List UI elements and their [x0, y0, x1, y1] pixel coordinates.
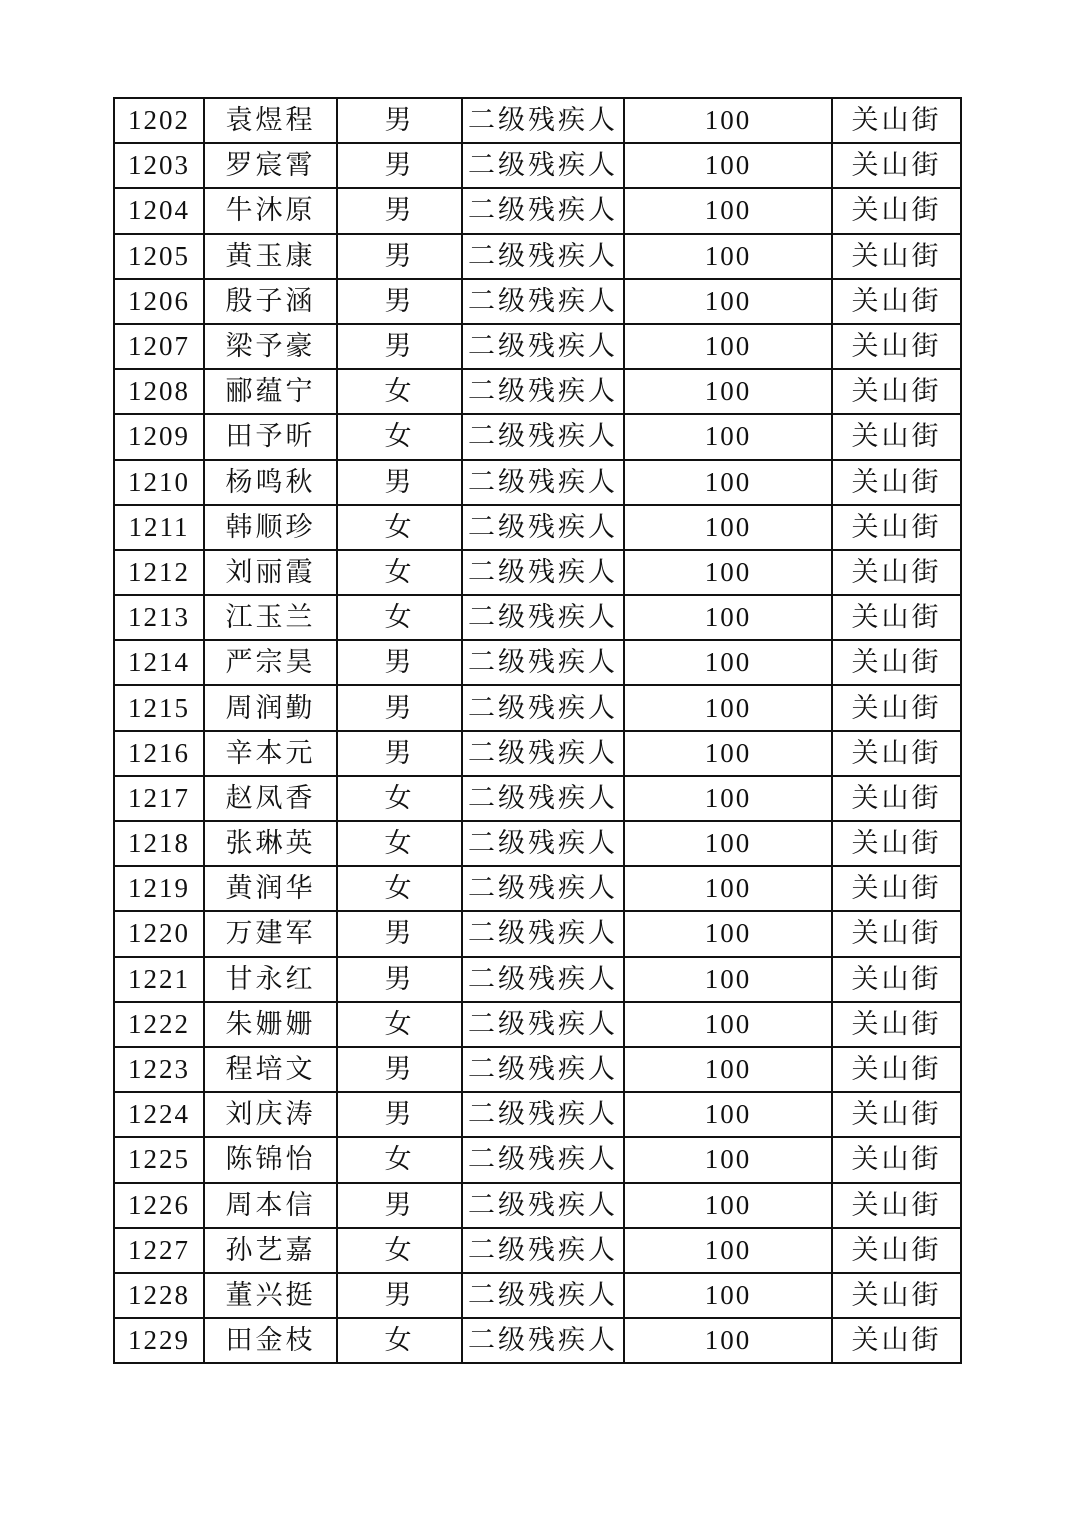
gender-cell: 女	[337, 369, 462, 414]
table-row	[114, 1183, 961, 1228]
amount-cell: 100	[624, 1183, 832, 1228]
table-row	[114, 776, 961, 821]
disability-category-cell: 二级残疾人	[462, 685, 624, 730]
gender-cell: 男	[337, 1183, 462, 1228]
street-cell: 关山街	[832, 685, 961, 730]
disability-category-cell: 二级残疾人	[462, 98, 624, 143]
amount-cell: 100	[624, 911, 832, 956]
street-cell: 关山街	[832, 505, 961, 550]
amount-cell: 100	[624, 1002, 832, 1047]
street-cell: 关山街	[832, 1228, 961, 1273]
serial-number-cell: 1204	[114, 188, 204, 233]
disability-category-cell: 二级残疾人	[462, 911, 624, 956]
name-cell: 陈锦怡	[204, 1137, 337, 1182]
name-cell: 朱姗姗	[204, 1002, 337, 1047]
gender-cell: 男	[337, 98, 462, 143]
disability-category-cell: 二级残疾人	[462, 234, 624, 279]
disability-category-cell: 二级残疾人	[462, 1092, 624, 1137]
amount-cell: 100	[624, 640, 832, 685]
table-row	[114, 279, 961, 324]
amount-cell: 100	[624, 1092, 832, 1137]
disability-category-cell: 二级残疾人	[462, 460, 624, 505]
disability-category-cell: 二级残疾人	[462, 279, 624, 324]
name-cell: 辛本元	[204, 731, 337, 776]
amount-cell: 100	[624, 776, 832, 821]
gender-cell: 男	[337, 279, 462, 324]
table-row	[114, 731, 961, 776]
table-row	[114, 866, 961, 911]
gender-cell: 女	[337, 866, 462, 911]
street-cell: 关山街	[832, 550, 961, 595]
gender-cell: 男	[337, 1273, 462, 1318]
disability-category-cell: 二级残疾人	[462, 414, 624, 459]
table-row	[114, 143, 961, 188]
name-cell: 万建军	[204, 911, 337, 956]
name-cell: 田予昕	[204, 414, 337, 459]
name-cell: 张琳英	[204, 821, 337, 866]
amount-cell: 100	[624, 505, 832, 550]
amount-cell: 100	[624, 1228, 832, 1273]
name-cell: 杨鸣秋	[204, 460, 337, 505]
gender-cell: 男	[337, 460, 462, 505]
amount-cell: 100	[624, 188, 832, 233]
disability-category-cell: 二级残疾人	[462, 776, 624, 821]
table-row	[114, 505, 961, 550]
table-body	[114, 98, 961, 1363]
table-row	[114, 550, 961, 595]
gender-cell: 男	[337, 1047, 462, 1092]
gender-cell: 女	[337, 776, 462, 821]
gender-cell: 女	[337, 550, 462, 595]
name-cell: 程培文	[204, 1047, 337, 1092]
serial-number-cell: 1215	[114, 685, 204, 730]
subsidy-list-table	[113, 97, 962, 1364]
serial-number-cell: 1222	[114, 1002, 204, 1047]
serial-number-cell: 1209	[114, 414, 204, 459]
amount-cell: 100	[624, 685, 832, 730]
gender-cell: 男	[337, 324, 462, 369]
table-row	[114, 595, 961, 640]
street-cell: 关山街	[832, 595, 961, 640]
street-cell: 关山街	[832, 369, 961, 414]
street-cell: 关山街	[832, 1047, 961, 1092]
amount-cell: 100	[624, 866, 832, 911]
street-cell: 关山街	[832, 1273, 961, 1318]
disability-category-cell: 二级残疾人	[462, 1228, 624, 1273]
disability-category-cell: 二级残疾人	[462, 957, 624, 1002]
name-cell: 梁予豪	[204, 324, 337, 369]
name-cell: 赵凤香	[204, 776, 337, 821]
amount-cell: 100	[624, 143, 832, 188]
gender-cell: 女	[337, 595, 462, 640]
serial-number-cell: 1207	[114, 324, 204, 369]
street-cell: 关山街	[832, 414, 961, 459]
name-cell: 刘庆涛	[204, 1092, 337, 1137]
serial-number-cell: 1229	[114, 1318, 204, 1363]
table-row	[114, 1047, 961, 1092]
table-row	[114, 324, 961, 369]
table-row	[114, 1228, 961, 1273]
amount-cell: 100	[624, 1137, 832, 1182]
gender-cell: 男	[337, 234, 462, 279]
street-cell: 关山街	[832, 1002, 961, 1047]
amount-cell: 100	[624, 821, 832, 866]
amount-cell: 100	[624, 98, 832, 143]
gender-cell: 男	[337, 731, 462, 776]
amount-cell: 100	[624, 460, 832, 505]
table-row	[114, 1092, 961, 1137]
serial-number-cell: 1226	[114, 1183, 204, 1228]
serial-number-cell: 1225	[114, 1137, 204, 1182]
street-cell: 关山街	[832, 1092, 961, 1137]
table-row	[114, 640, 961, 685]
disability-category-cell: 二级残疾人	[462, 821, 624, 866]
amount-cell: 100	[624, 595, 832, 640]
street-cell: 关山街	[832, 279, 961, 324]
disability-category-cell: 二级残疾人	[462, 369, 624, 414]
name-cell: 孙艺嘉	[204, 1228, 337, 1273]
street-cell: 关山街	[832, 957, 961, 1002]
amount-cell: 100	[624, 369, 832, 414]
table-row	[114, 957, 961, 1002]
amount-cell: 100	[624, 279, 832, 324]
street-cell: 关山街	[832, 776, 961, 821]
disability-category-cell: 二级残疾人	[462, 188, 624, 233]
name-cell: 韩顺珍	[204, 505, 337, 550]
serial-number-cell: 1214	[114, 640, 204, 685]
disability-category-cell: 二级残疾人	[462, 640, 624, 685]
disability-category-cell: 二级残疾人	[462, 1273, 624, 1318]
serial-number-cell: 1206	[114, 279, 204, 324]
serial-number-cell: 1219	[114, 866, 204, 911]
gender-cell: 男	[337, 1092, 462, 1137]
disability-category-cell: 二级残疾人	[462, 143, 624, 188]
serial-number-cell: 1224	[114, 1092, 204, 1137]
amount-cell: 100	[624, 957, 832, 1002]
serial-number-cell: 1218	[114, 821, 204, 866]
table-row	[114, 911, 961, 956]
table-row	[114, 460, 961, 505]
gender-cell: 男	[337, 957, 462, 1002]
disability-category-cell: 二级残疾人	[462, 595, 624, 640]
street-cell: 关山街	[832, 234, 961, 279]
amount-cell: 100	[624, 1047, 832, 1092]
disability-category-cell: 二级残疾人	[462, 866, 624, 911]
table-row	[114, 1137, 961, 1182]
name-cell: 黄玉康	[204, 234, 337, 279]
gender-cell: 女	[337, 1002, 462, 1047]
amount-cell: 100	[624, 414, 832, 459]
serial-number-cell: 1216	[114, 731, 204, 776]
table-row	[114, 369, 961, 414]
name-cell: 刘丽霞	[204, 550, 337, 595]
serial-number-cell: 1227	[114, 1228, 204, 1273]
gender-cell: 男	[337, 143, 462, 188]
gender-cell: 女	[337, 505, 462, 550]
street-cell: 关山街	[832, 1183, 961, 1228]
name-cell: 田金枝	[204, 1318, 337, 1363]
gender-cell: 男	[337, 188, 462, 233]
table-row	[114, 1318, 961, 1363]
table-row	[114, 234, 961, 279]
name-cell: 甘永红	[204, 957, 337, 1002]
street-cell: 关山街	[832, 866, 961, 911]
name-cell: 黄润华	[204, 866, 337, 911]
gender-cell: 男	[337, 685, 462, 730]
name-cell: 殷子涵	[204, 279, 337, 324]
disability-category-cell: 二级残疾人	[462, 1002, 624, 1047]
street-cell: 关山街	[832, 1137, 961, 1182]
street-cell: 关山街	[832, 460, 961, 505]
name-cell: 郦蕴宁	[204, 369, 337, 414]
disability-category-cell: 二级残疾人	[462, 731, 624, 776]
table-row	[114, 685, 961, 730]
disability-category-cell: 二级残疾人	[462, 1047, 624, 1092]
gender-cell: 女	[337, 1318, 462, 1363]
serial-number-cell: 1213	[114, 595, 204, 640]
disability-category-cell: 二级残疾人	[462, 550, 624, 595]
name-cell: 董兴挺	[204, 1273, 337, 1318]
disability-category-cell: 二级残疾人	[462, 505, 624, 550]
street-cell: 关山街	[832, 821, 961, 866]
street-cell: 关山街	[832, 98, 961, 143]
serial-number-cell: 1220	[114, 911, 204, 956]
serial-number-cell: 1202	[114, 98, 204, 143]
gender-cell: 女	[337, 1228, 462, 1273]
disability-category-cell: 二级残疾人	[462, 1137, 624, 1182]
serial-number-cell: 1228	[114, 1273, 204, 1318]
serial-number-cell: 1210	[114, 460, 204, 505]
serial-number-cell: 1217	[114, 776, 204, 821]
name-cell: 牛沐原	[204, 188, 337, 233]
serial-number-cell: 1221	[114, 957, 204, 1002]
gender-cell: 女	[337, 1137, 462, 1182]
serial-number-cell: 1212	[114, 550, 204, 595]
name-cell: 周本信	[204, 1183, 337, 1228]
amount-cell: 100	[624, 731, 832, 776]
gender-cell: 女	[337, 821, 462, 866]
serial-number-cell: 1223	[114, 1047, 204, 1092]
amount-cell: 100	[624, 1273, 832, 1318]
gender-cell: 男	[337, 640, 462, 685]
serial-number-cell: 1211	[114, 505, 204, 550]
amount-cell: 100	[624, 234, 832, 279]
street-cell: 关山街	[832, 188, 961, 233]
serial-number-cell: 1205	[114, 234, 204, 279]
street-cell: 关山街	[832, 911, 961, 956]
name-cell: 周润勤	[204, 685, 337, 730]
disability-category-cell: 二级残疾人	[462, 324, 624, 369]
serial-number-cell: 1208	[114, 369, 204, 414]
name-cell: 江玉兰	[204, 595, 337, 640]
amount-cell: 100	[624, 1318, 832, 1363]
name-cell: 罗宸霄	[204, 143, 337, 188]
name-cell: 严宗昊	[204, 640, 337, 685]
street-cell: 关山街	[832, 640, 961, 685]
table-row	[114, 414, 961, 459]
disability-category-cell: 二级残疾人	[462, 1318, 624, 1363]
street-cell: 关山街	[832, 324, 961, 369]
table-row	[114, 188, 961, 233]
table-row	[114, 1273, 961, 1318]
street-cell: 关山街	[832, 1318, 961, 1363]
gender-cell: 女	[337, 414, 462, 459]
street-cell: 关山街	[832, 143, 961, 188]
table-row	[114, 1002, 961, 1047]
table-row	[114, 821, 961, 866]
gender-cell: 男	[337, 911, 462, 956]
name-cell: 袁煜程	[204, 98, 337, 143]
table-row	[114, 98, 961, 143]
disability-category-cell: 二级残疾人	[462, 1183, 624, 1228]
amount-cell: 100	[624, 550, 832, 595]
amount-cell: 100	[624, 324, 832, 369]
street-cell: 关山街	[832, 731, 961, 776]
serial-number-cell: 1203	[114, 143, 204, 188]
